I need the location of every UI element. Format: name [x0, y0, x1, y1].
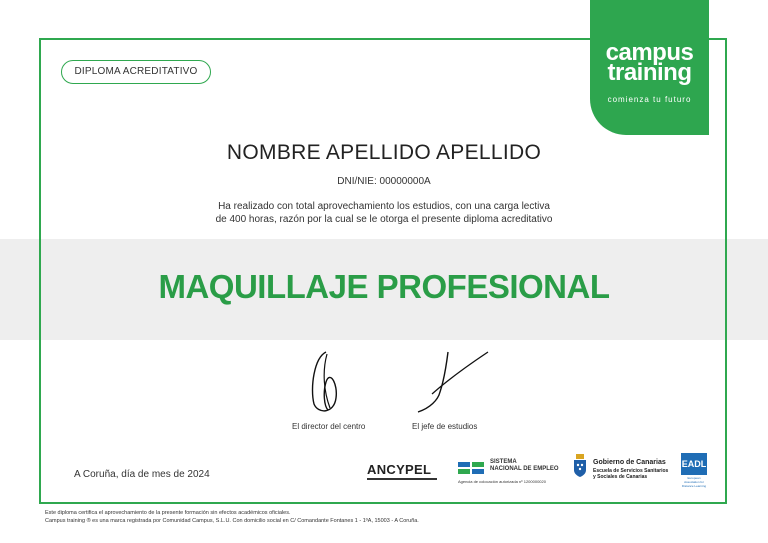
canarias-title: Gobierno de Canarias	[593, 459, 666, 466]
campus-training-logo	[590, 0, 709, 135]
head-of-studies-label: El jefe de estudios	[412, 422, 478, 431]
sne-line-2: NACIONAL DE EMPLEO	[490, 466, 559, 472]
sne-logo	[458, 458, 562, 486]
ancypel-logo	[367, 462, 437, 484]
logo-tagline: comienza tu futuro	[607, 95, 692, 104]
diploma-type-badge: DIPLOMA ACREDITATIVO	[61, 60, 211, 84]
footer-disclaimer: Este diploma certifica el aprovechamiento de la presente formación sin efectos académicos oficiales.	[45, 510, 291, 516]
place-and-date: A Coruña, día de mes de 2024	[74, 469, 210, 480]
ancypel-underline	[367, 478, 437, 480]
director-signature	[300, 348, 350, 418]
canarias-line-1: Escuela de Servicios Sanitarios	[593, 468, 669, 474]
body-line-2: de 400 horas, razón por la cual se le otorga el presente diploma acreditativo	[215, 214, 553, 225]
head-of-studies-signature	[410, 348, 494, 418]
director-label: El director del centro	[292, 422, 366, 431]
certificate-body	[0, 200, 768, 226]
body-line-1: Ha realizado con total aprovechamiento los estudios, con una carga lectiva	[218, 201, 550, 212]
logo-line-1: campus	[605, 39, 694, 66]
eadl-logo	[681, 453, 707, 488]
sne-line-1: SISTEMA	[490, 459, 517, 465]
eadl-mark: EADL	[681, 453, 707, 475]
canarias-crest-icon	[573, 454, 587, 478]
canarias-line-2: y Sociales de Canarias	[593, 474, 648, 480]
ancypel-text: ANCYPEL	[367, 462, 432, 477]
eadl-subtitle: European Association for Distance Learning	[681, 476, 707, 488]
student-name: NOMBRE APELLIDO APELLIDO	[226, 141, 542, 164]
gobierno-canarias-logo	[573, 454, 673, 484]
footer-legal: Campus training ® es una marca registrada por Comunidad Campus, S.L.U. Con domicilio social en C/ Comandante Fontanes 1 - 1ºA, 15003 - A Coruña.	[45, 518, 419, 524]
sne-mark-icon	[458, 460, 486, 476]
student-dni: DNI/NIE: 00000000A	[337, 176, 431, 187]
course-title: MAQUILLAJE PROFESIONAL	[158, 268, 610, 305]
logo-line-2: training	[607, 59, 692, 86]
sne-agency-number: Agencia de colocación autorizada nº 1200000020	[458, 479, 546, 484]
